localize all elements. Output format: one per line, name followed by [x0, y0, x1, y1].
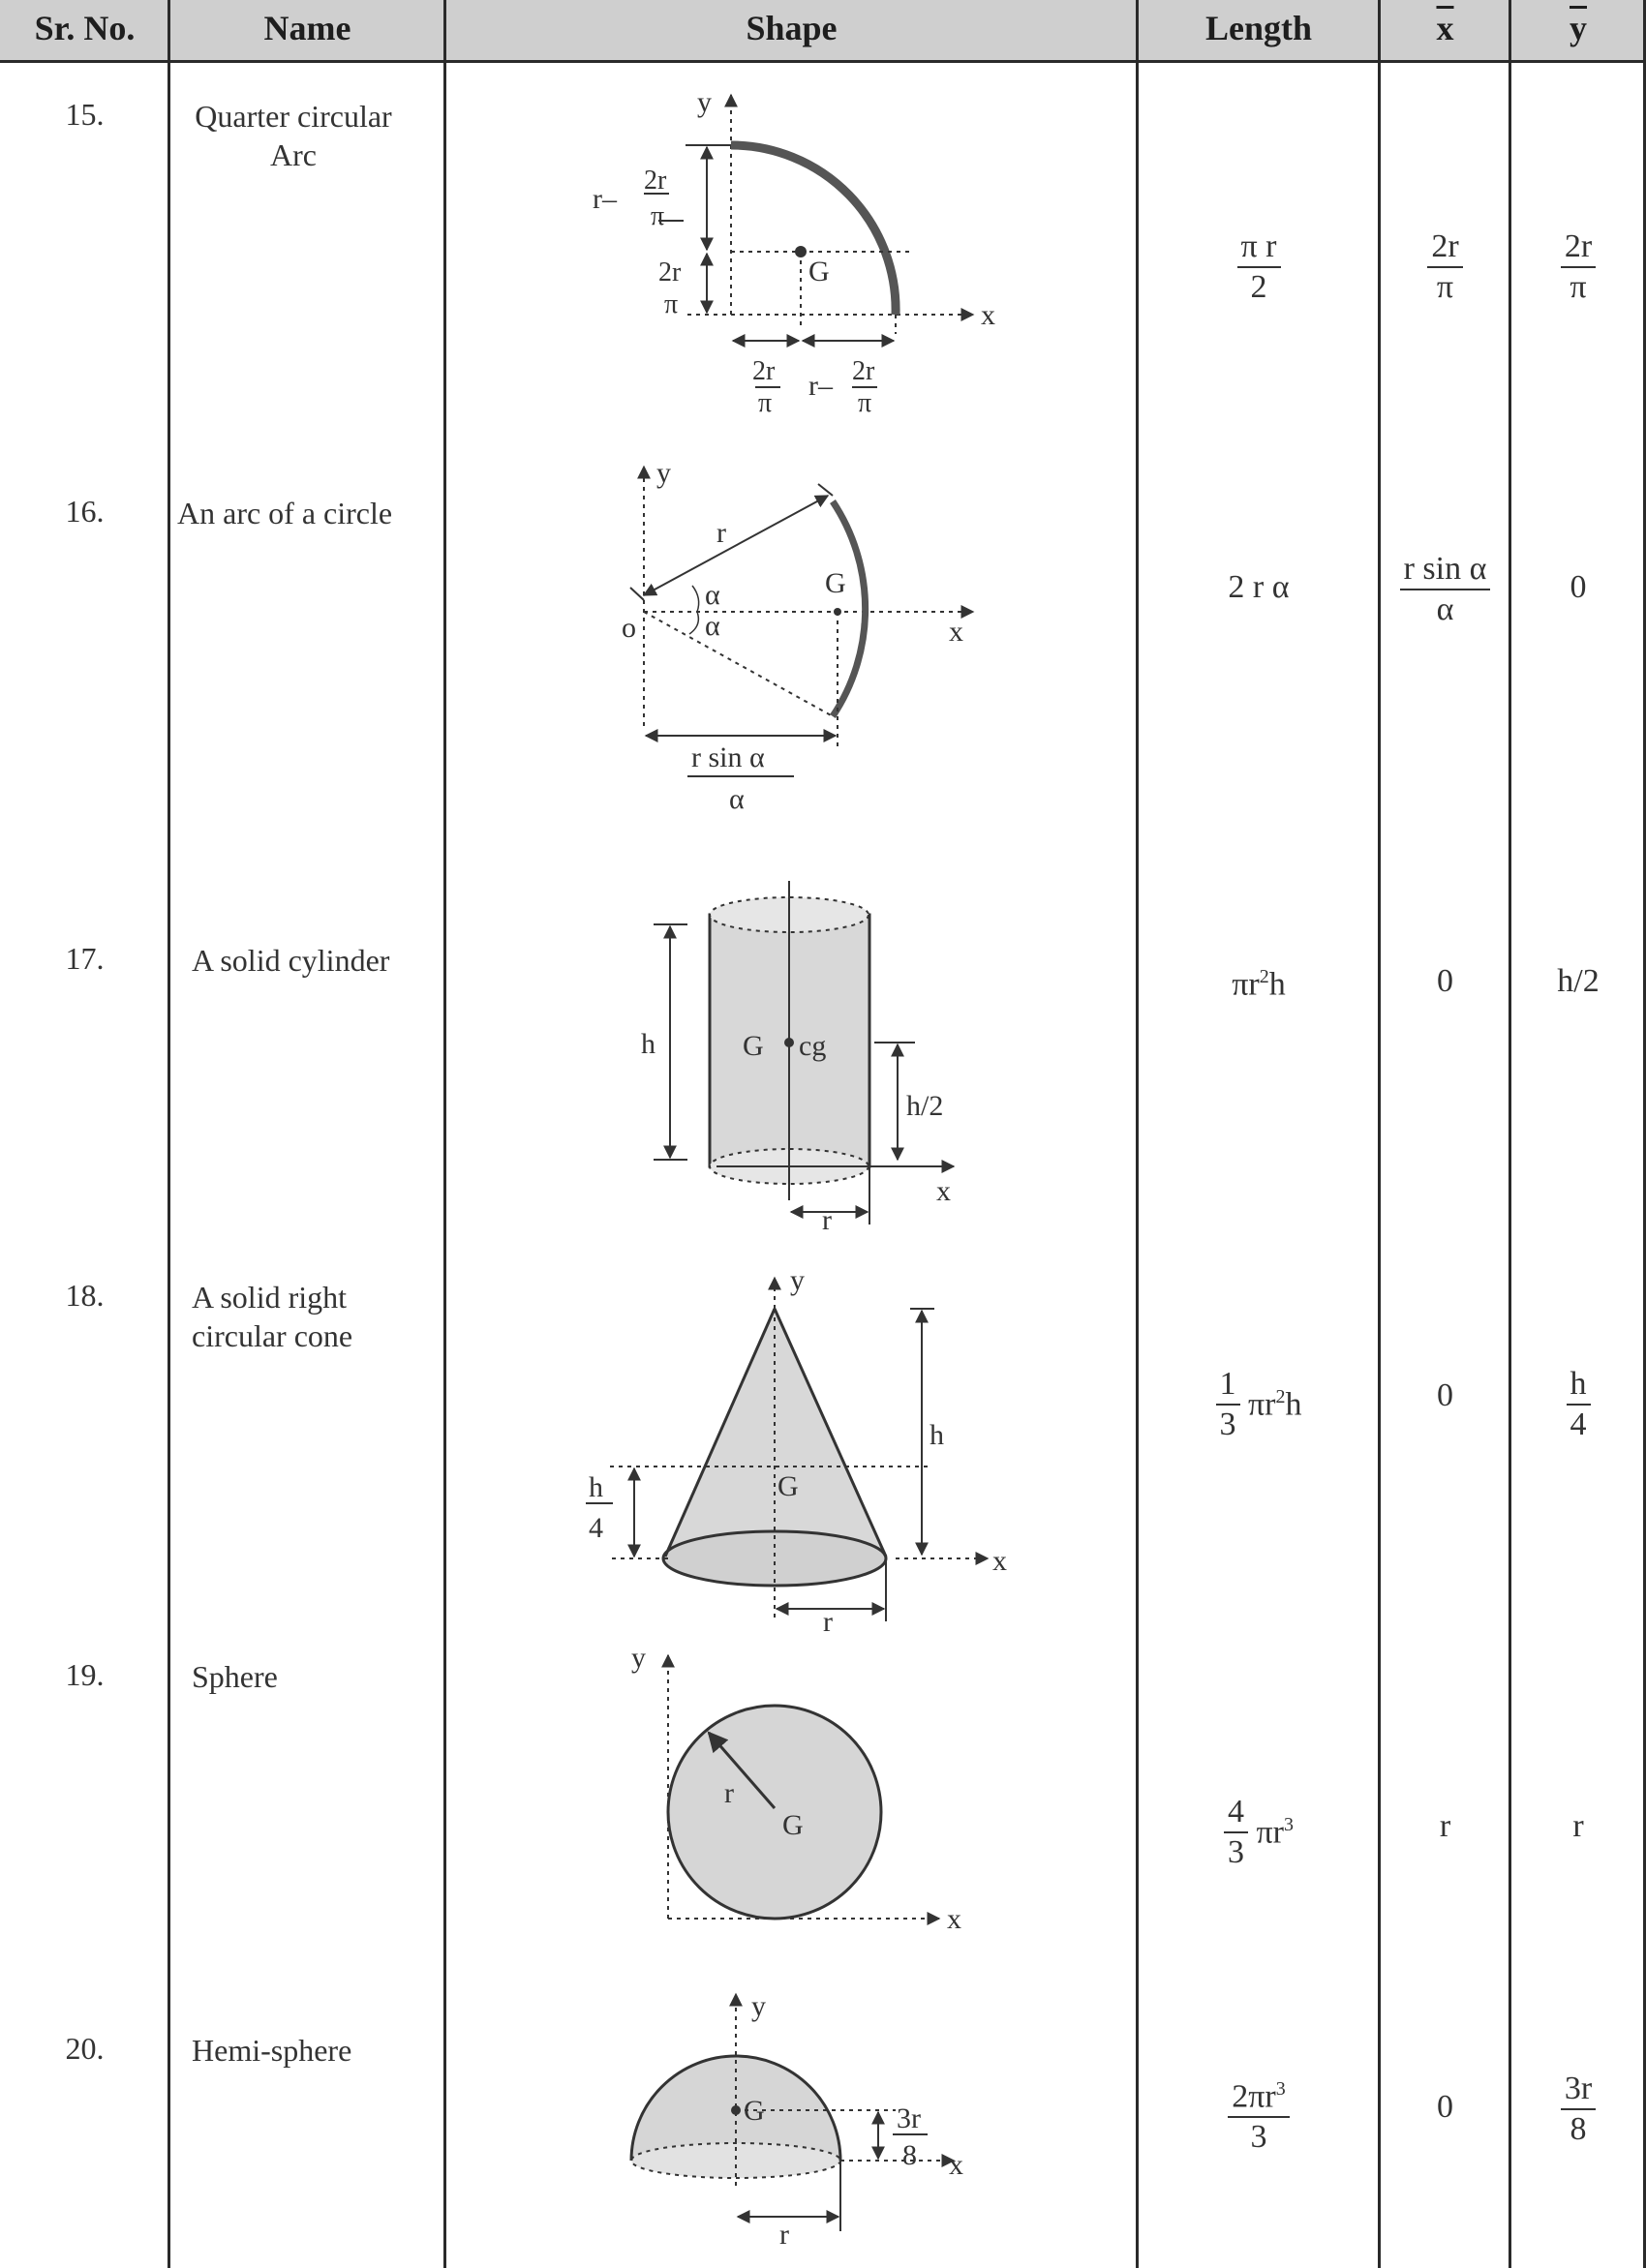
row-18-sr-no: 18.	[65, 1278, 105, 1313]
centroid-dot	[795, 246, 807, 257]
fig15-pi-label: π	[664, 289, 679, 319]
row-17-name: A solid cylinder	[192, 943, 390, 978]
fig17-r-label: r	[822, 1204, 832, 1236]
fig18-x-label: x	[992, 1545, 1007, 1577]
fig18-h-num-label: h	[589, 1471, 603, 1503]
row-19-y-bar: r	[1572, 1808, 1584, 1844]
row-20-x-bar: 0	[1437, 2089, 1453, 2125]
row-18-x-bar: 0	[1437, 1377, 1453, 1413]
row-17-y-bar: h/2	[1557, 963, 1600, 999]
fig17-h2-label: h/2	[906, 1090, 944, 1122]
row-16-sr-no: 16.	[65, 494, 105, 529]
fig19-g-label: G	[782, 1809, 804, 1841]
fig20-r-label: r	[779, 2219, 789, 2251]
fig19-y-label: y	[631, 1642, 646, 1674]
row-15-name: Quarter circular Arc	[195, 99, 392, 172]
row-15-y-bar: $\frac{2r}{\pi}$	[1510, 227, 1646, 307]
figure-sphere	[668, 1655, 939, 1919]
header-name: Name	[263, 9, 351, 47]
fig18-h-label: h	[930, 1419, 944, 1451]
row-19-x-bar: r	[1439, 1808, 1451, 1844]
row-20-sr-no: 20.	[65, 2031, 105, 2066]
fig16-o-label: o	[622, 612, 636, 644]
fig15-2r-label: 2r	[644, 166, 667, 196]
fig15-pi-label: π	[758, 388, 773, 418]
row-17-x-bar: 0	[1437, 963, 1453, 999]
fig20-x-label: x	[949, 2149, 963, 2181]
fig15-r-minus-label: r–	[593, 183, 617, 215]
header-x-bar: $\overline{x}$	[1436, 9, 1454, 47]
row-16-y-bar: 0	[1570, 569, 1587, 605]
fig16-y-label: y	[656, 457, 671, 489]
fig15-x-label: x	[981, 299, 995, 331]
figure-circle-arc	[630, 467, 973, 776]
fig20-g-label: G	[744, 2095, 765, 2127]
row-19-length: $\frac{4}{3}$ $\pi r^3$	[1138, 1793, 1380, 1872]
fig16-x-label: x	[949, 616, 963, 648]
fig15-r-minus-label: r–	[808, 370, 833, 402]
row-18-y-bar: $\frac{h}{4}$	[1510, 1365, 1646, 1444]
fig17-g-label: G	[743, 1030, 764, 1062]
row-16-name: An arc of a circle	[177, 496, 393, 530]
row-20-length: $\frac{2\pi r^3}{3}$	[1138, 2070, 1380, 2157]
fig16-r-label: r	[716, 517, 726, 549]
centroid-dot	[731, 2105, 741, 2115]
header-sr-no: Sr. No.	[34, 9, 136, 47]
row-19-sr-no: 19.	[65, 1657, 105, 1692]
fig19-x-label: x	[947, 1903, 961, 1935]
fig15-pi-label: π	[858, 388, 872, 418]
figure-quarter-arc	[644, 95, 973, 387]
centroid-dot	[834, 608, 841, 616]
fig15-pi-label: π	[651, 201, 665, 231]
row-20-y-bar: $\frac{3r}{8}$	[1510, 2070, 1646, 2149]
row-16-x-bar: $\frac{\text{r sin α}}{\alpha}$	[1380, 550, 1510, 629]
row-18-length: $\frac{1}{3}$ $\pi r^2h$	[1138, 1365, 1380, 1444]
row-15-x-bar: $\frac{2r}{\pi}$	[1380, 227, 1510, 307]
row-17-length: $\pi r^2h$	[1232, 966, 1286, 1003]
fig17-x-label: x	[936, 1175, 951, 1207]
fig16-g-label: G	[825, 567, 846, 599]
fig15-2r-label: 2r	[852, 356, 875, 386]
fig18-y-label: y	[790, 1264, 805, 1296]
fig16-alpha-label: α	[705, 579, 720, 611]
fig15-2r-label: 2r	[658, 257, 682, 287]
fig20-den-label: 8	[902, 2139, 917, 2171]
fig18-r-label: r	[823, 1606, 833, 1638]
fig18-h-den-label: 4	[589, 1512, 603, 1544]
fig15-y-label: y	[697, 86, 712, 118]
fig16-alpha-label: α	[705, 610, 720, 642]
centroid-dot	[784, 1038, 794, 1047]
figure-cone	[586, 1278, 988, 1621]
fig17-cg-label: cg	[799, 1030, 827, 1062]
fig20-num-label: 3r	[897, 2102, 921, 2134]
row-17-sr-no: 17.	[65, 941, 105, 976]
header-y-bar: $\overline{y}$	[1570, 9, 1587, 47]
row-18-name: A solid right circular cone	[192, 1280, 353, 1353]
row-16-length: 2 r α	[1228, 569, 1290, 605]
row-19-name: Sphere	[192, 1659, 278, 1694]
fig17-h-label: h	[641, 1028, 655, 1060]
row-20-name: Hemi-sphere	[192, 2033, 352, 2068]
fig19-r-label: r	[724, 1777, 734, 1809]
header-length: Length	[1204, 9, 1313, 47]
header-shape: Shape	[746, 9, 838, 47]
fig15-2r-label: 2r	[752, 356, 776, 386]
row-15-sr-no: 15.	[65, 97, 105, 132]
row-15-length: $\frac{\text{π r}}{2}$	[1138, 227, 1380, 307]
fig18-g-label: G	[777, 1470, 799, 1502]
fig15-g-label: G	[808, 256, 830, 287]
fig16-alpha-label: α	[729, 783, 745, 815]
fig20-y-label: y	[751, 1990, 766, 2022]
fig16-rsin-label: r sin α	[691, 741, 765, 773]
